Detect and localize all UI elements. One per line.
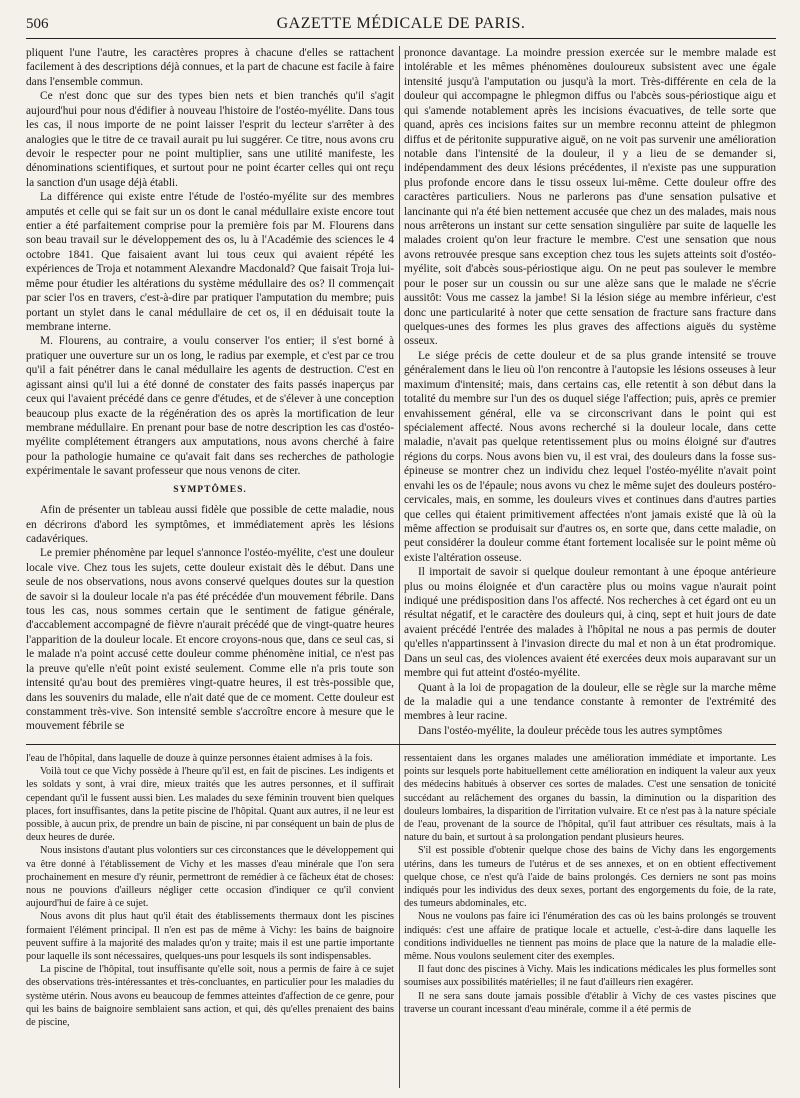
journal-title: GAZETTE MÉDICALE DE PARIS. [276, 15, 526, 32]
paragraph: Le premier phénomène par lequel s'annonce l'ostéo-myélite, c'est une douleur locale vive. Chez tous les sujets, cette douleur existait dès le début. Dans une seule de nos observations, nous avons conservé quelques doutes sur la question de savoir si la douleur locale n'a pas été précédée d'un mouvement fébrile. Dans tous les cas, nous sommes certain que le sentiment de fatigue générale, d'accablement accompagné de fièvre n'aurait précédé que de vingt-quatre heures l'apparition de la douleur locale. Et encore croyons-nous que, dans ce seul cas, si le malade n'a point accusé cette douleur comme phénomène initial, ce n'est pas la preuve qu'elle n'eût point existé seulement. Comme elle n'a pris toute son intensité qu'au bout des premières vingt-quatre heures, il est très-possible que, dans les souvenirs du malade, elle n'ait daté que de ce moment. Cette douleur est constamment très-vive. Son intensité semble s'accroître encore à mesure que le mouvement fébrile se [26, 547, 394, 733]
paragraph: Dans l'ostéo-myélite, la douleur précède tous les autres symptômes [418, 724, 723, 737]
page-header [26, 8, 776, 39]
section-heading: SYMPTÔMES. [173, 484, 247, 495]
paragraph: Ce n'est donc que sur des types bien nets et bien tranchés qu'il s'agit aujourd'hui pour nous d'édifier à nouveau l'histoire de l'ostéo-myélite. Dans tous les cas, il nous importe de ne point laisser l'esprit du lecteur s'arrêter à des analogies que le titre de ce travail aurait pu lui suggérer. Ce titre, nous avons cru devoir le respecter pour ne point multiplier, sans une utilité manifeste, les dénominations scientifiques, et surtout pour ne point écarter celles qui ont reçu la sanction d'un usage déjà établi. [26, 90, 394, 189]
paragraph: prononce davantage. La moindre pression exercée sur le membre malade est intolérable et les mêmes phénomènes douloureux subsistent avec une égale intensité jusqu'à l'amputation ou jusqu'à la mort. Très-différente en cela de la douleur qui accompagne le phlegmon diffus ou l'abcès sous-périostique aigu et qui s'amende notablement après les incisions évacuatives, de telle sorte que quand, après ces incisions faites sur un membre reconnu atteint de phlegmon diffus et de péritonite suppurative aiguë, on ne voit pas survenir une amélioration notable dans l'intensité de la douleur, il y a lieu de se demander si, indépendamment des deux lésions précédentes, il n'existe pas une suppuration plus profonde encore dans le tissu osseux lui-même. Cette douleur offre des caractères particuliers. Nous ne parlerons pas d'une sensation pulsative et lancinante qui n'a été bien nettement accusée que chez un des malades, mais nous nous arrêterons un instant sur cette sensation singulière par suite de laquelle les malades croient qu'on leur fracture le membre. C'est une sensation que nous avons retrouvée presque sans exception chez tous les sujets atteints soit d'ostéo-myélite, soit d'abcès sous-périostique aigu. On ne peut pas soulever le membre pour le poser sur un coussin ou sur une alèze sans que le malade ne s'écrie aussitôt: Vous me cassez la jambe! Si la lésion siége au membre inférieur, c'est donc une particularité à noter que cette sensation de fracture sans fracture dans quelques-unes des formes les plus graves des affections aiguës du système osseux. [404, 47, 776, 348]
paragraph: M. Flourens, au contraire, a voulu conserver l'os entier; il s'est borné à pratiquer une ouverture sur un os long, le radius par exemple, et c'est par ce trou qu'il a fait pénétrer dans le canal médullaire les agents de destruction. C'est en agissant ainsi qu'il lui a été donné de constater des faits passés inaperçus par ceux qui l'avaient précédé dans ce genre d'études, et de s'élever à une conception beaucoup plus exacte de la régénération des os après la mortification de leur membrane médullaire. En prenant pour base de notre description les cas d'ostéo-myélite complétement étrangers aux amputations, nous avons cherché à faire pour la pathologie humaine ce qu'avait fait dans ses recherches de pathologie expérimentale le savant professeur que nous venons de citer. [26, 335, 394, 478]
paragraph: Voilà tout ce que Vichy possède à l'heure qu'il est, en fait de piscines. Les indigents et les soldats y sont, à vrai dire, mieux traités que les autres personnes, et il suffirait cependant qu'il le fussent aussi bien. Les malades du sexe féminin trouvent bien quelques places, fort insuffisantes, dans la petite piscine de l'hôpital. Quant aux autres, il ne leur est possible, à aucun prix, de prendre un bain de piscine, ni par conséquent un bain de plus de deux heures de durée. [26, 766, 394, 844]
paragraph: Il faut donc des piscines à Vichy. Mais les indications médicales les plus formelles sont soumises aux possibilités matérielles; il ne faut d'ailleurs rien exagérer. [404, 964, 776, 989]
column-divider [399, 46, 400, 1088]
paragraph: ressentaient dans les organes malades une amélioration immédiate et importante. Les points sur lesquels porte habituellement cette amélioration en indiquent la valeur aux yeux des médecins habitués à observer ces sortes de malades. C'est une sensation de tonicité succédant au relâchement des organes du bassin, la diminution ou la disparition des douleurs lombaires, la disparition de l'irritation vulvaire. Et ce n'est pas à la nature spéciale de l'eau, provenant de la source de l'hôpital, qu'il faut attribuer ces résultats, mais à la nature du bain, et surtout à sa prolongation pendant plusieurs heures. [404, 753, 776, 844]
paragraph: l'eau de l'hôpital, dans laquelle de douze à quinze personnes étaient admises à la fois. [26, 753, 373, 764]
left-column [26, 46, 394, 738]
page-number: 506 [26, 16, 49, 32]
paragraph: La piscine de l'hôpital, tout insuffisante qu'elle soit, nous a permis de faire à ce sujet des observations très-intéressantes et très-concluantes, en particulier pour les maladies du système utérin. Nous avons eu beaucoup de femmes atteintes d'affection de ce genre, pour qui les bains de baignoire semblaient sans action, et qui, dès qu'elles prenaient des bains de piscine, [26, 964, 394, 1029]
paragraph: Nous avons dit plus haut qu'il était des établissements thermaux dont les piscines formaient l'élément principal. Il n'en est pas de même à Vichy: les bains de baignoire peuvent suffire à la majorité des malades qu'on y traite; mais il est une partie importante pour laquelle ils sont nécessaires, quelques-uns pour lesquels ils sont indispensables. [26, 911, 394, 963]
paragraph: La différence qui existe entre l'étude de l'ostéo-myélite sur des membres amputés et celle qui se fait sur un os dont le canal médullaire existe encore tout entier a été parfaitement comprise pour la première fois par M. Flourens dans son beau travail sur le développement des os, lu à l'Académie des sciences le 4 octobre 1841. Que faisaient avant lui tous ceux qui avaient répété les expériences de Troja et notamment Alexandre Macdonald? Que faisait Troja lui-même pour étudier les altérations du système médullaire des os? Il commençait par scier l'os en travers, c'est-à-dire par pratiquer l'amputation du membre; puis portant un stylet dans le canal médullaire de cet os, il en déduisait toute la membrane interne. [26, 191, 394, 334]
feuilleton-divider [26, 744, 776, 745]
paragraph: Quant à la loi de propagation de la douleur, elle se règle sur la marche même de la maladie qui a une tendance constante à remonter de l'extrémité des membres à leur racine. [404, 681, 776, 723]
right-column [404, 46, 776, 738]
bottom-left-column [26, 752, 394, 1092]
paragraph: S'il est possible d'obtenir quelque chose des bains de Vichy dans les engorgements utérins, dans les tumeurs de l'utérus et de ses annexes, et on en obtient effectivement quelque chose, ce n'est qu'à l'aide de bains prolongés. Ces derniers ne sont pas moins indiqués pour les individus des deux sexes, portant des engorgements du foie, de la rate, des tumeurs abdominales, etc. [404, 845, 776, 910]
paragraph: Nous ne voulons pas faire ici l'énumération des cas où les bains prolongés se trouvent indiqués: c'est une affaire de pratique locale et actuelle, c'est-à-dire dans laquelle les conditions individuelles ne tiennent pas moins de place que la nature de la maladie elle-même. Nous voulons seulement citer des exemples. [404, 911, 776, 963]
paragraph: Il ne sera sans doute jamais possible d'établir à Vichy de ces vastes piscines que traverse un courant incessant d'eau minérale, comme il a été permis de [404, 990, 776, 1015]
paragraph: pliquent l'une l'autre, les caractères propres à chacune d'elles se rattachent facilement à des descriptions déjà connues, et la part de chacune est facile à faire dans l'ensemble commun. [26, 47, 394, 88]
bottom-right-column [404, 752, 776, 1092]
paragraph: Il importait de savoir si quelque douleur remontant à une époque antérieure plus ou moins éloignée et d'un caractère plus ou moins vague n'aurait point indiqué une prédisposition dans l'os affecté. Nos recherches à cet égard ont eu un résultat négatif, et le caractère des douleurs qui, à cinq, sept et huit jours de date avaient précédé l'entrée des malades à l'hôpital ne nous a pas permis de douter qu'elles n'appartinssent à l'invasion directe du mal et non à un état prodromique. Dans un seul cas, des violences avaient été exercées deux mois auparavant sur un membre qui fut atteint d'ostéo-myélite. [404, 566, 776, 680]
paragraph: Afin de présenter un tableau aussi fidèle que possible de cette maladie, nous en décrirons d'abord les symptômes, et immédiatement après les lésions cadavériques. [26, 504, 394, 545]
paragraph: Nous insistons d'autant plus volontiers sur ces circonstances que le développement qui va être donné à l'établissement de Vichy et les masses d'eau minérale que l'on sera prochainement en mesure d'y réunir, permettront de remédier à ce fâcheux état de choses: nous ne pouvions d'ailleurs négliger cette occasion d'indiquer ce qu'il convient aujourd'hui de faire à ce sujet. [26, 845, 394, 910]
paragraph: Le siége précis de cette douleur et de sa plus grande intensité se trouve généralement dans le lieu où l'on rencontre à l'autopsie les lésions osseuses à leur maximum d'intensité; mais, dans certains cas, elle retentit à son début dans la totalité du membre sur l'un des os duquel siége l'affection; puis, après ce premier envahissement général, elle va se circonscrivant dans le point qui est spécialement affecté. Nous avons recherché si la douleur locale, dans cette maladie, n'avait pas quelque retentissement plus ou moins éloigné sur d'autres régions du corps. Nous avons bien vu, il est vrai, des douleurs dans la fosse sus-épineuse se montrer chez un individu chez lequel l'ostéo-myélite n'avait point envahi les os de l'épaule; nous avons vu chez le même sujet des douleurs postéro-cervicales, mais, en somme, les douleurs vives et continues dans d'autres parties que celles qui étaient primitivement affectées n'ont jamais existé que là où la même affection se produisait sur d'autres os, en sorte que, dans cette maladie, on peut considérer la douleur comme étant fortement localisée sur le point même où existe l'altération osseuse. [404, 349, 776, 564]
